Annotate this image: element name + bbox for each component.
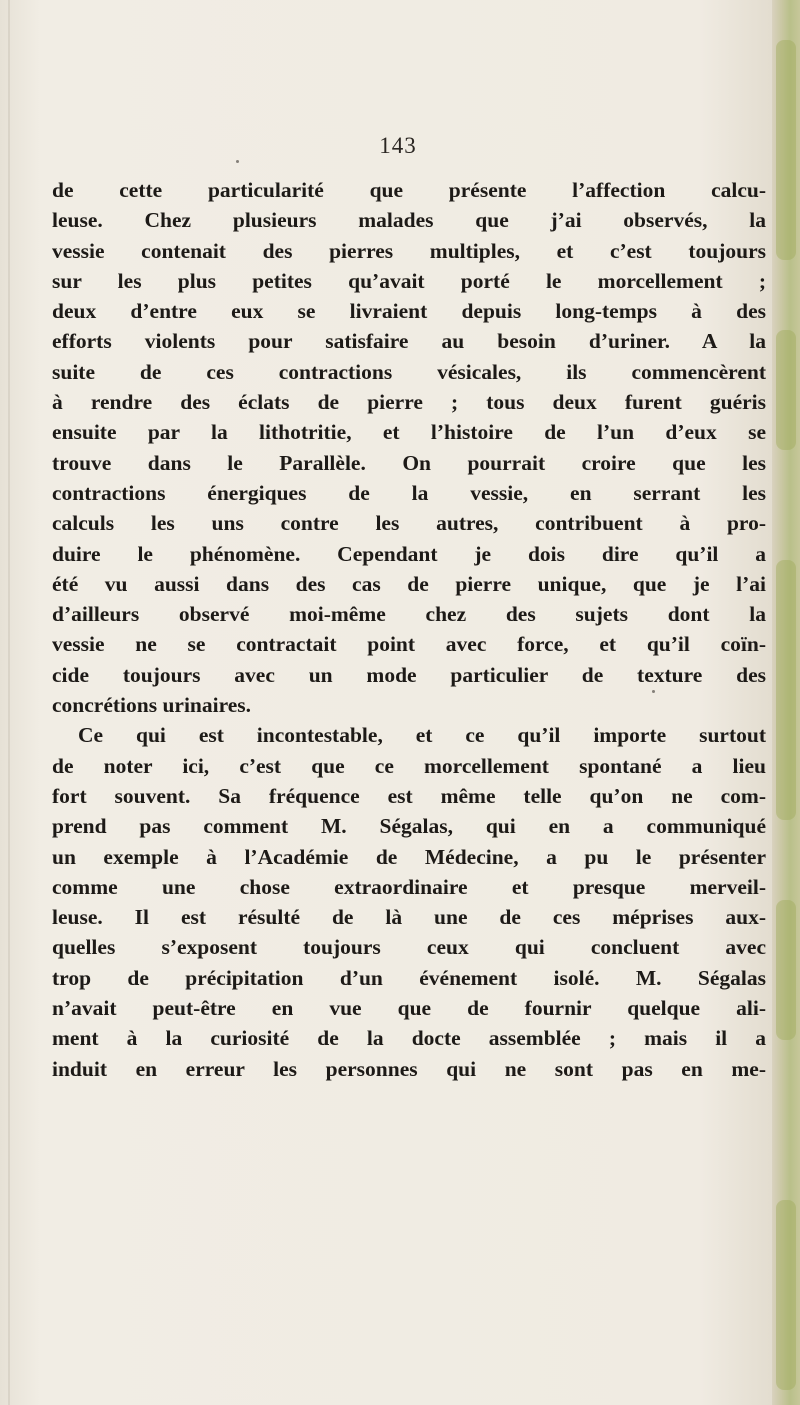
text-line: calculs les uns contre les autres, contribuent à pro- bbox=[52, 511, 766, 536]
text-line: ment à la curiosité de la docte assemblée ; mais il a bbox=[52, 1026, 766, 1051]
text-line: comme une chose extraordinaire et presque merveil- bbox=[52, 874, 766, 899]
text-line: efforts violents pour satisfaire au besoin d’uriner. A la bbox=[52, 329, 766, 354]
text-line: vessie contenait des pierres multiples, et c’est toujours bbox=[52, 238, 766, 263]
text-line: contractions énergiques de la vessie, en serrant les bbox=[52, 480, 766, 505]
body-text bbox=[52, 175, 766, 1084]
text-line: trop de précipitation d’un événement isolé. M. Ségalas bbox=[52, 965, 766, 990]
text-line: d’ailleurs observé moi-même chez des sujets dont la bbox=[52, 602, 766, 627]
text-line: un exemple à l’Académie de Médecine, a pu le présenter bbox=[52, 844, 766, 869]
ink-speck bbox=[236, 160, 239, 163]
edge-stain bbox=[776, 560, 796, 820]
text-line: quelles s’exposent toujours ceux qui concluent avec bbox=[52, 935, 766, 960]
text-line: de noter ici, c’est que ce morcellement spontané a lieu bbox=[52, 753, 766, 778]
edge-stain bbox=[776, 40, 796, 260]
text-line: fort souvent. Sa fréquence est même telle qu’on ne com- bbox=[52, 783, 766, 808]
page-edge-binding bbox=[772, 0, 800, 1405]
text-line: suite de ces contractions vésicales, ils commencèrent bbox=[52, 359, 766, 384]
text-line: ensuite par la lithotritie, et l’histoire de l’un d’eux se bbox=[52, 420, 766, 445]
edge-stain bbox=[776, 330, 796, 450]
page-fold-shadow bbox=[8, 0, 10, 1405]
text-line: cide toujours avec un mode particulier de texture des bbox=[52, 662, 766, 687]
ink-speck bbox=[652, 690, 655, 693]
paragraph-end-line: concrétions urinaires. bbox=[52, 693, 252, 718]
text-line: n’avait peut-être en vue que de fournir quelque ali- bbox=[52, 996, 766, 1021]
text-line: deux d’entre eux se livraient depuis long-temps à des bbox=[52, 299, 766, 324]
text-line: leuse. Chez plusieurs malades que j’ai observés, la bbox=[52, 208, 766, 233]
paragraph-first-line: Ce qui est incontestable, et ce qu’il importe surtout bbox=[78, 723, 766, 748]
text-line: prend pas comment M. Ségalas, qui en a communiqué bbox=[52, 814, 766, 839]
text-line: de cette particularité que présente l’affection calcu- bbox=[52, 178, 766, 202]
edge-stain bbox=[776, 900, 796, 1040]
text-line: été vu aussi dans des cas de pierre unique, que je l’ai bbox=[52, 571, 766, 596]
edge-stain bbox=[776, 1200, 796, 1390]
text-line: trouve dans le Parallèle. On pourrait croire que les bbox=[52, 450, 766, 475]
text-line: vessie ne se contractait point avec force, et qu’il coïn- bbox=[52, 632, 766, 657]
text-line: à rendre des éclats de pierre ; tous deux furent guéris bbox=[52, 390, 766, 415]
text-line: duire le phénomène. Cependant je dois dire qu’il a bbox=[52, 541, 766, 566]
text-line: sur les plus petites qu’avait porté le morcellement ; bbox=[52, 268, 766, 293]
page-number: 143 bbox=[379, 133, 417, 158]
text-line: leuse. Il est résulté de là une de ces méprises aux- bbox=[52, 905, 766, 930]
text-line: induit en erreur les personnes qui ne sont pas en me- bbox=[52, 1056, 766, 1081]
